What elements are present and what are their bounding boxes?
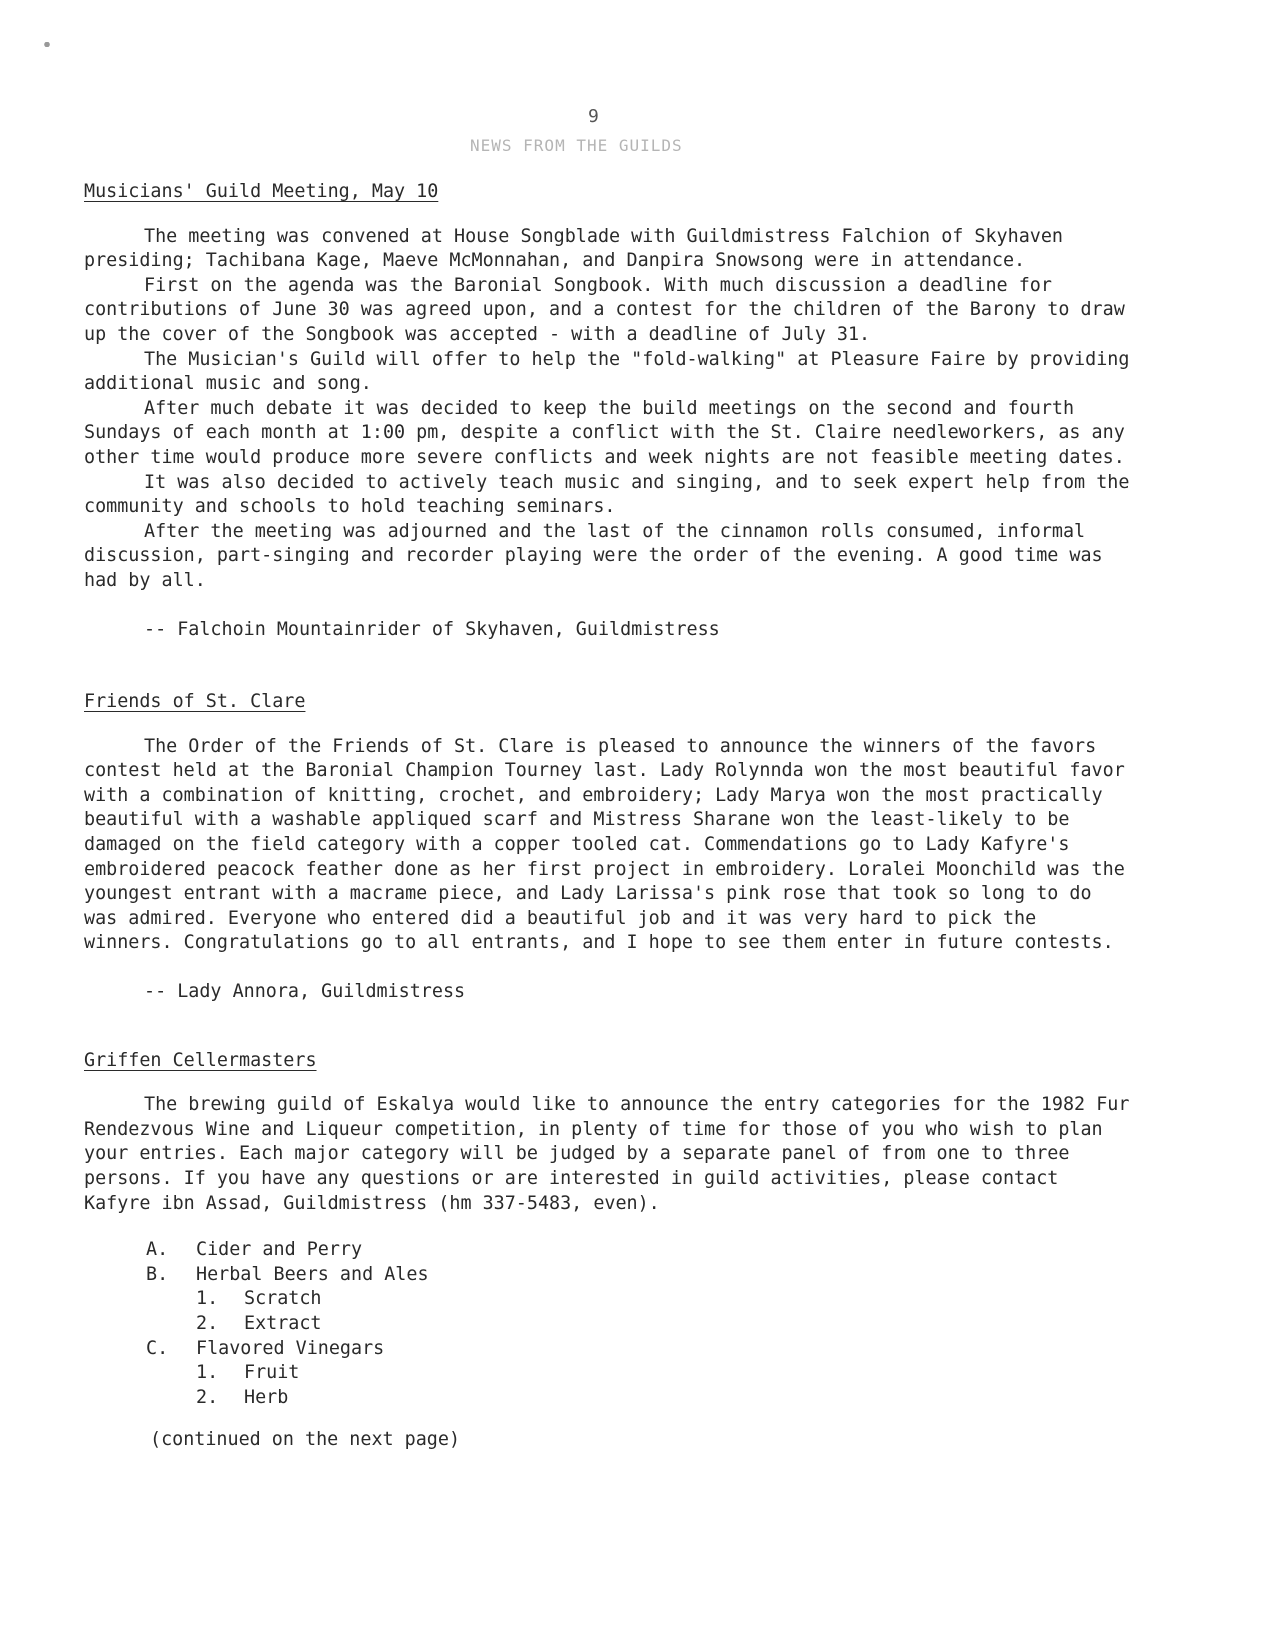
list-subitem: 1. Scratch bbox=[196, 1288, 322, 1310]
list-item: C. Flavored Vinegars bbox=[146, 1337, 385, 1359]
list-subitem: 1. Fruit bbox=[196, 1362, 300, 1384]
paragraph: First on the agenda was the Baronial Songbook. With much discussion a deadline for contributions of June 30 was agreed upon, and a contest for the children of the Barony to draw up the cover of the Songbook was accepted - with a deadline of July 31. bbox=[84, 274, 1125, 345]
signature: -- Lady Annora, Guildmistress bbox=[144, 981, 466, 1003]
paragraph: It was also decided to actively teach music and singing, and to seek expert help from the community and schools to hold teaching seminars. bbox=[84, 471, 1130, 518]
section-heading: Griffen Cellermasters bbox=[84, 1049, 317, 1071]
paragraph: After the meeting was adjourned and the last of the cinnamon rolls consumed, informal discussion, part-singing and recorder playing were the order of the evening. A good time was had by all. bbox=[84, 520, 1103, 591]
griffen-cellermasters-section bbox=[84, 1049, 1134, 1453]
paragraph: The Musician's Guild will offer to help the "fold-walking" at Pleasure Faire by providing additional music and song. bbox=[84, 348, 1130, 395]
musicians-guild-section bbox=[84, 180, 1134, 642]
paragraph: The brewing guild of Eskalya would like to announce the entry categories for the 1982 Fur Rendezvous Wine and Liqueur competition, in plenty of time for those of you who wish to plan your entries. Each major category will be judged by a separate panel of from one to three persons. If you have any questions or are interested in guild activities, please contact Kafyre ibn Assad, Guildmistress (hm 337-5483, even). bbox=[84, 1094, 1130, 1214]
paragraph: The meeting was convened at House Songblade with Guildmistress Falchion of Skyhaven presiding; Tachibana Kage, Maeve McMonnahan, and Danpira Snowsong were in attendance. bbox=[84, 225, 1063, 272]
continued-note: (continued on the next page) bbox=[150, 1429, 461, 1451]
section-heading: Musicians' Guild Meeting, May 10 bbox=[84, 181, 439, 202]
section-heading: Friends of St. Clare bbox=[84, 691, 306, 713]
paragraph: The Order of the Friends of St. Clare is pleased to announce the winners of the favors contest held at the Baronial Champion Tourney last. Lady Rolynnda won the most beautiful favor with a combination of knitting, crochet, and embroidery; Lady Marya won the most practically beautiful with a washable appliqued scarf and Mistress Sharane won the least-likely to be damaged on the field category with a copper tooled cat. Commendations go to Lady Kafyre's embroidered peacock feather done as her first project in embroidery. Loralei Moonchild was the youngest entrant with a macrame piece, and Lady Larissa's pink rose that took so long to do was admired. Everyone who entered did a beautiful job and it was very hard to pick the winners. Congratulations go to all entrants, and I hope to see them enter in future contests. bbox=[84, 735, 1125, 954]
scan-speck bbox=[40, 42, 54, 47]
page-header: NEWS FROM THE GUILDS bbox=[470, 136, 683, 155]
page-number: 9 bbox=[588, 106, 599, 127]
friends-of-st-clare-section bbox=[84, 690, 1134, 1005]
article-body bbox=[84, 180, 1134, 1453]
list-item: B. Herbal Beers and Ales bbox=[146, 1263, 429, 1285]
paragraph: After much debate it was decided to keep the build meetings on the second and fourth Sundays of each month at 1:00 pm, despite a conflict with the St. Claire needleworkers, as any other time would produce more severe conflicts and week nights are not feasible meeting dates. bbox=[84, 397, 1125, 468]
list-subitem: 2. Herb bbox=[196, 1386, 289, 1408]
list-item: A. Cider and Perry bbox=[146, 1239, 363, 1261]
list-subitem: 2. Extract bbox=[196, 1312, 322, 1334]
category-list bbox=[84, 1238, 1134, 1410]
signature: -- Falchoin Mountainrider of Skyhaven, Guildmistress bbox=[144, 618, 720, 640]
